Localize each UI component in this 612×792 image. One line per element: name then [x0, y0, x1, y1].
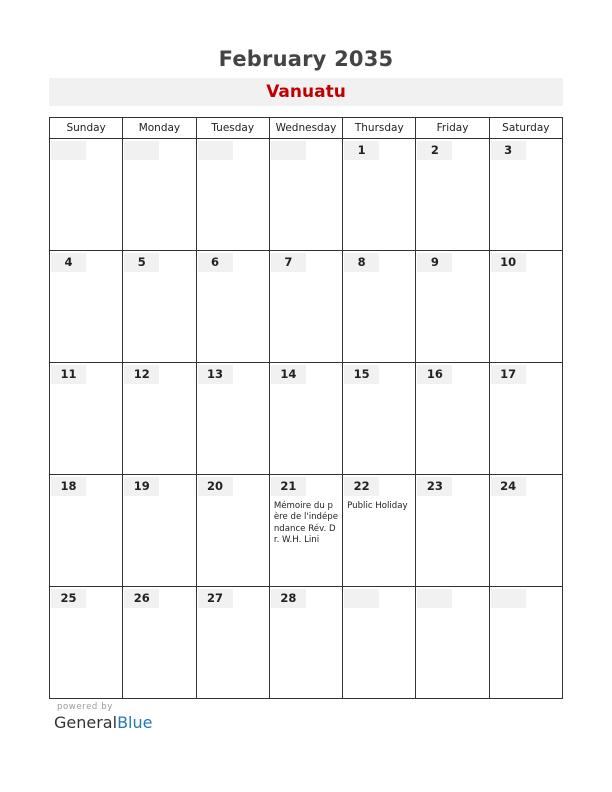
day-cell	[123, 363, 196, 475]
week-row	[50, 363, 563, 475]
holiday-label: Mémoire du père de l'indépendance Rév. Dr. W.H. Lini	[273, 501, 339, 545]
day-cell	[343, 475, 416, 587]
day-number: 12	[124, 365, 159, 384]
day-cell	[343, 363, 416, 475]
day-number: 16	[417, 365, 452, 384]
day-number: 14	[271, 365, 306, 384]
day-cell	[269, 251, 342, 363]
day-cell	[416, 587, 489, 699]
day-cell	[343, 251, 416, 363]
day-cell	[489, 475, 562, 587]
holiday-label: Public Holiday	[347, 501, 408, 511]
day-cell	[269, 587, 342, 699]
day-cell	[196, 363, 269, 475]
weekday-monday: Monday	[123, 118, 196, 139]
day-number: 8	[344, 253, 379, 272]
day-cell	[489, 251, 562, 363]
weekday-wednesday: Wednesday	[269, 118, 342, 139]
weekday-sunday: Sunday	[50, 118, 123, 139]
day-number: 4	[51, 253, 86, 272]
day-cell	[123, 475, 196, 587]
day-number: 21	[271, 477, 306, 496]
day-cell	[196, 139, 269, 251]
calendar-title: February 2035	[218, 47, 394, 71]
day-number: 24	[491, 477, 526, 496]
day-number: 2	[417, 141, 452, 160]
day-cell	[489, 363, 562, 475]
day-number	[344, 589, 379, 608]
day-cell	[489, 139, 562, 251]
day-number: 10	[491, 253, 526, 272]
week-row	[50, 251, 563, 363]
day-number: 18	[51, 477, 86, 496]
day-number: 1	[344, 141, 379, 160]
day-number: 15	[344, 365, 379, 384]
day-number: 17	[491, 365, 526, 384]
day-cell	[269, 475, 342, 587]
day-cell	[416, 139, 489, 251]
day-number: 28	[271, 589, 306, 608]
calendar-grid	[49, 117, 563, 699]
day-number: 9	[417, 253, 452, 272]
day-cell	[343, 139, 416, 251]
day-cell	[416, 251, 489, 363]
day-cell	[123, 587, 196, 699]
day-cell	[196, 251, 269, 363]
day-number: 19	[124, 477, 159, 496]
day-cell	[50, 363, 123, 475]
day-number	[124, 141, 159, 160]
day-cell	[50, 139, 123, 251]
powered-by-label: powered by	[57, 702, 113, 712]
day-cell	[416, 475, 489, 587]
day-cell	[123, 139, 196, 251]
day-number: 20	[198, 477, 233, 496]
day-number: 5	[124, 253, 159, 272]
day-cell	[50, 475, 123, 587]
day-number	[51, 141, 86, 160]
weekday-saturday: Saturday	[489, 118, 562, 139]
day-cell	[416, 363, 489, 475]
day-cell	[196, 587, 269, 699]
day-number	[491, 589, 526, 608]
day-number: 11	[51, 365, 86, 384]
day-number: 3	[491, 141, 526, 160]
day-number: 23	[417, 477, 452, 496]
week-row	[50, 587, 563, 699]
country-name: Vanuatu	[266, 82, 346, 102]
brand-general: General	[54, 713, 118, 732]
day-number: 27	[198, 589, 233, 608]
day-cell	[343, 587, 416, 699]
day-number: 25	[51, 589, 86, 608]
day-number	[198, 141, 233, 160]
weekday-thursday: Thursday	[343, 118, 416, 139]
day-number: 7	[271, 253, 306, 272]
weekday-header-row	[50, 118, 563, 139]
day-cell	[196, 475, 269, 587]
day-cell	[489, 587, 562, 699]
day-cell	[50, 587, 123, 699]
day-number: 26	[124, 589, 159, 608]
day-number: 22	[344, 477, 379, 496]
day-number: 13	[198, 365, 233, 384]
day-cell	[50, 251, 123, 363]
day-cell	[269, 139, 342, 251]
brand-blue: Blue	[117, 713, 153, 732]
weekday-tuesday: Tuesday	[196, 118, 269, 139]
day-number: 6	[198, 253, 233, 272]
weekday-friday: Friday	[416, 118, 489, 139]
week-row	[50, 139, 563, 251]
day-number	[271, 141, 306, 160]
generalblue-logo	[54, 713, 152, 732]
day-number	[417, 589, 452, 608]
day-cell	[123, 251, 196, 363]
day-cell	[269, 363, 342, 475]
week-row	[50, 475, 563, 587]
